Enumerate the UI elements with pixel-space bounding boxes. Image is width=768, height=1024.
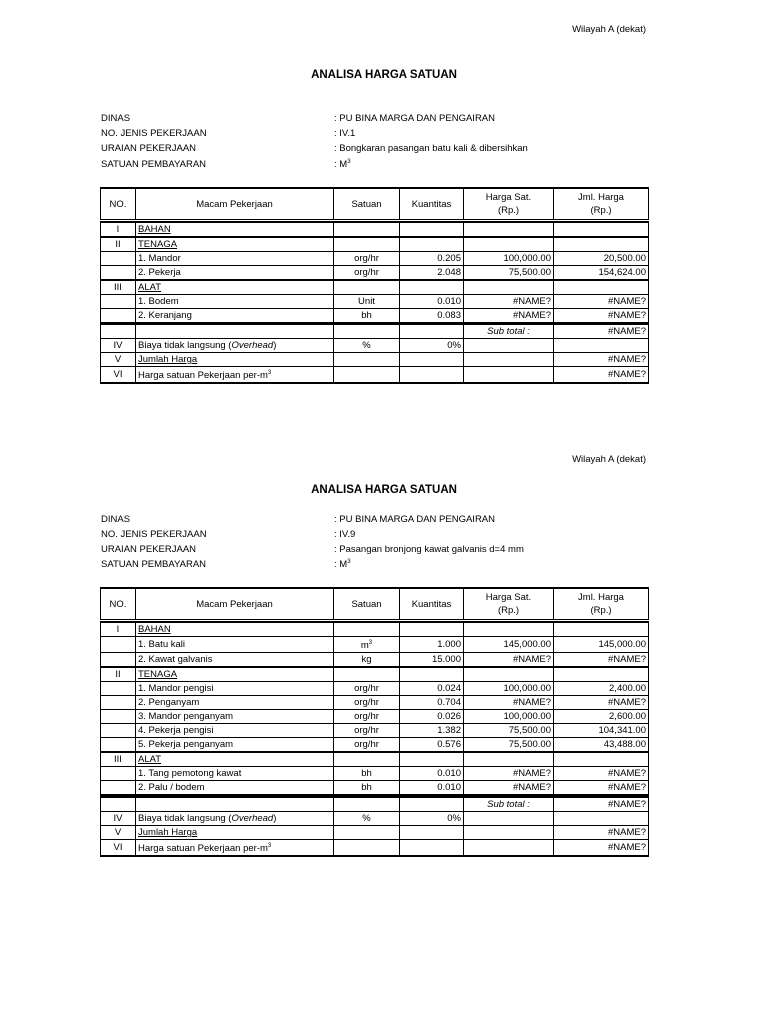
- jumlah-row: V Jumlah Harga #NAME?: [101, 353, 649, 367]
- item-row: 5. Pekerja penganyam org/hr 0.576 75,500.00 43,488.00: [101, 738, 649, 752]
- header-macam: Macam Pekerjaan: [136, 188, 334, 221]
- header-harga-sat: Harga Sat. (Rp.): [464, 188, 554, 221]
- info-value: : PU BINA MARGA DAN PENGAIRAN: [334, 514, 496, 525]
- item-row: 1. Batu kali $m^3$ 1.000 145,000.00 145,000.00: [101, 637, 649, 653]
- item-row: 1. Mandor pengisi org/hr 0.024 100,000.00 2,400.00: [101, 682, 649, 696]
- region-label: Wilayah A (dekat): [572, 24, 646, 35]
- jumlah-row: V Jumlah Harga #NAME?: [101, 826, 649, 840]
- item-row: 2. Keranjang bh 0.083 #NAME? #NAME?: [101, 309, 649, 323]
- analysis-table: [100, 187, 649, 384]
- section-row: I BAHAN: [101, 223, 649, 237]
- header-satuan: Satuan: [334, 588, 400, 621]
- table-header: [101, 588, 649, 621]
- section-row: II TENAGA: [101, 668, 649, 682]
- item-row: 3. Mandor penganyam org/hr 0.026 100,000.00 2,600.00: [101, 710, 649, 724]
- item-row: 2. Palu / bodem bh 0.010 #NAME? #NAME?: [101, 781, 649, 795]
- header-kuantitas: Kuantitas: [400, 588, 464, 621]
- harga-satuan-row: VI Harga satuan Pekerjaan per-$m^3$ #NAME?: [101, 840, 649, 857]
- info-label: NO. JENIS PEKERJAAN: [101, 128, 207, 139]
- info-value: : Pasangan bronjong kawat galvanis d=4 mm: [334, 544, 524, 555]
- overhead-row: IV Biaya tidak langsung (Overhead) % 0%: [101, 812, 649, 826]
- info-label: URAIAN PEKERJAAN: [101, 544, 197, 555]
- table-header: [101, 188, 649, 221]
- harga-satuan-row: VI Harga satuan Pekerjaan per-$m^3$ #NAME?: [101, 367, 649, 384]
- header-jml-harga: Jml. Harga (Rp.): [554, 588, 649, 621]
- item-row: 1. Tang pemotong kawat bh 0.010 #NAME? #NAME?: [101, 767, 649, 781]
- page-title: ANALISA HARGA SATUAN: [311, 484, 457, 496]
- overhead-row: IV Biaya tidak langsung (Overhead) % 0%: [101, 339, 649, 353]
- section-row: II TENAGA: [101, 238, 649, 252]
- analysis-table: [100, 587, 649, 857]
- page-title: ANALISA HARGA SATUAN: [311, 69, 457, 81]
- header-macam: Macam Pekerjaan: [136, 588, 334, 621]
- item-row: 2. Penganyam org/hr 0.704 #NAME? #NAME?: [101, 696, 649, 710]
- info-label: NO. JENIS PEKERJAAN: [101, 529, 207, 540]
- header-satuan: Satuan: [334, 188, 400, 221]
- section-row: I BAHAN: [101, 623, 649, 637]
- region-label: Wilayah A (dekat): [572, 454, 646, 465]
- info-label: URAIAN PEKERJAAN: [101, 143, 197, 154]
- header-no: NO.: [101, 188, 136, 221]
- subtotal-row: Sub total : #NAME?: [101, 798, 649, 812]
- item-row: 1. Bodem Unit 0.010 #NAME? #NAME?: [101, 295, 649, 309]
- header-kuantitas: Kuantitas: [400, 188, 464, 221]
- subtotal-row: Sub total : #NAME?: [101, 325, 649, 339]
- item-row: 1. Mandor org/hr 0.205 100,000.00 20,500.00: [101, 252, 649, 266]
- section-row: III ALAT: [101, 753, 649, 767]
- section-row: III ALAT: [101, 281, 649, 295]
- info-label: SATUAN PEMBAYARAN: [101, 159, 207, 170]
- info-label: DINAS: [101, 113, 131, 124]
- info-value: : IV.9: [334, 529, 356, 540]
- info-value: : $M^3$: [334, 159, 351, 171]
- info-value: : PU BINA MARGA DAN PENGAIRAN: [334, 113, 496, 124]
- header-jml-harga: Jml. Harga (Rp.): [554, 188, 649, 221]
- item-row: 2. Pekerja org/hr 2.048 75,500.00 154,624.00: [101, 266, 649, 280]
- info-value: : IV.1: [334, 128, 356, 139]
- info-label: DINAS: [101, 514, 131, 525]
- item-row: 4. Pekerja pengisi org/hr 1.382 75,500.00 104,341.00: [101, 724, 649, 738]
- header-harga-sat: Harga Sat. (Rp.): [464, 588, 554, 621]
- item-row: 2. Kawat galvanis kg 15.000 #NAME? #NAME?: [101, 653, 649, 667]
- header-no: NO.: [101, 588, 136, 621]
- info-value: : $M^3$: [334, 559, 351, 571]
- info-label: SATUAN PEMBAYARAN: [101, 559, 207, 570]
- info-value: : Bongkaran pasangan batu kali & dibersihkan: [334, 143, 528, 154]
